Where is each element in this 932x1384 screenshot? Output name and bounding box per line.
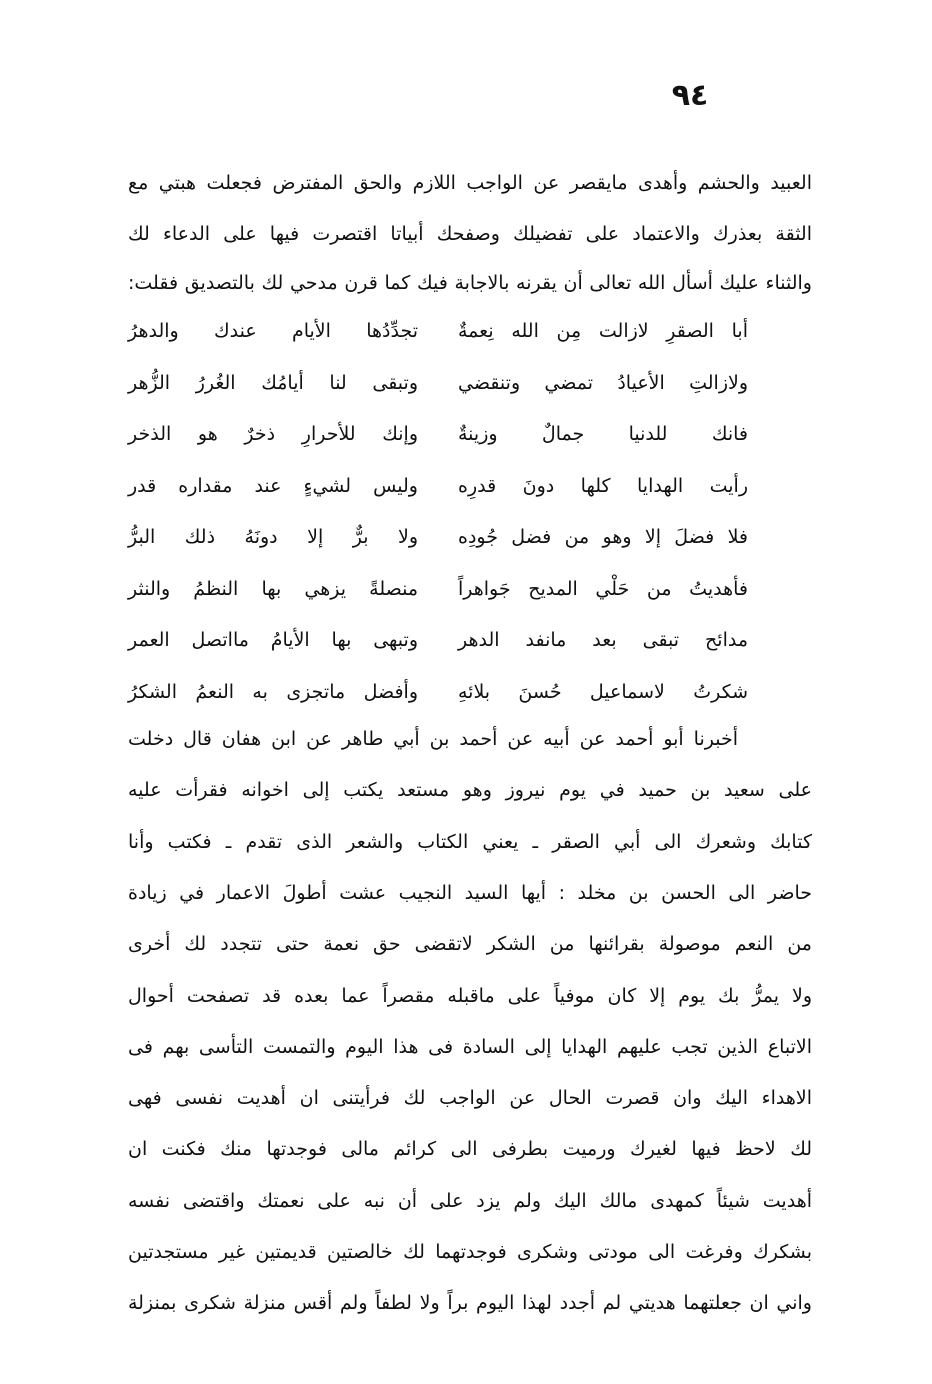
verse bbox=[128, 471, 748, 501]
hemistich-first: أبا الصقرِ لازالت مِن الله نِعمةٌ bbox=[458, 320, 748, 342]
text-line: ولا يمرُّ بك يوم إلا كان موفياً على ماقبله مقصراً عما بعده قد تصفحت أحوال bbox=[128, 984, 812, 1007]
text-line: أخبرنا أبو أحمد عن أبيه عن أحمد بن أبي طاهر عن ابن هفان قال دخلت bbox=[128, 728, 738, 750]
hemistich-first: فانك للدنيا جمالٌ وزينةٌ bbox=[458, 423, 748, 445]
hemistich-first: فلا فضلَ إلا وهو من فضل جُودِه bbox=[458, 526, 748, 548]
hemistich-first: شكرتُ لاسماعيل حُسنَ بلائهِ bbox=[458, 680, 748, 703]
text-line: كتابك وشعرك الى أبي الصقر ـ يعني الكتاب والشعر الذى تقدم ـ فكتب وأنا bbox=[128, 830, 812, 853]
text-line: بشكرك وفرغت الى مودتى وشكرى فوجدتهما لك خالصتين قديمتين غير مستجدتين bbox=[128, 1241, 812, 1263]
hemistich-second: منصلةً يزهي بها النظمُ والنثر bbox=[128, 577, 418, 600]
verse bbox=[128, 522, 748, 552]
hemistich-first: ولازالتِ الأعيادُ تمضي وتنقضي bbox=[458, 371, 748, 394]
text-line: الاهداء اليك وان قصرت الحال عن الواجب لك فرأيتنى ان أهديت نفسى فهى bbox=[128, 1087, 812, 1110]
hemistich-second: وليس لشيءٍ عند مقداره قدر bbox=[128, 474, 418, 497]
text-line: من النعم موصولة بقرائنها من الشكر لاتقضى حق نعمة حتى تتجدد لك أخرى bbox=[128, 933, 812, 956]
hemistich-second: وتبهى بها الأيامُ مااتصل العمر bbox=[128, 629, 418, 651]
verse bbox=[128, 574, 748, 604]
hemistich-second: وأفضل ماتجزى به النعمُ الشكرُ bbox=[128, 680, 418, 703]
hemistich-second: وتبقى لنا أيامُك الغُررُ الزُّهر bbox=[128, 371, 418, 394]
verse bbox=[128, 625, 748, 655]
text-line: حاضر الى الحسن بن مخلد : أيها السيد النجيب عشت أطولَ الاعمار في زيادة bbox=[128, 881, 812, 904]
text-line: الاتباع الذين تجب عليهم الهدايا إلى السادة فى هذا اليوم والتمست التأسى بهم فى bbox=[128, 1035, 812, 1058]
verse bbox=[128, 368, 748, 398]
verse bbox=[128, 419, 748, 449]
hemistich-first: فأهديتُ من حَلْي المديح جَواهراً bbox=[458, 577, 748, 600]
hemistich-second: تجدِّدُها الأيام عندك والدهرُ bbox=[128, 320, 418, 342]
text-line: أهديت شيئاً كمهدى مالك اليك ولم يزد على أن نبه على نعمتك واقتضى نفسه bbox=[128, 1189, 812, 1212]
hemistich-first: مدائح تبقى بعد مانفد الدهر bbox=[458, 629, 748, 651]
hemistich-first: رأيت الهدايا كلها دونَ قدرِه bbox=[458, 474, 748, 497]
text-line: والثناء عليك أسأل الله تعالى أن يقرنه بالاجابة فيك كما قرن مدحي لك بالتصديق فقلت: bbox=[128, 272, 812, 294]
verse bbox=[128, 316, 748, 346]
verse bbox=[128, 677, 748, 707]
text-line: العبيد والحشم وأهدى مايقصر عن الواجب اللازم والحق المفترض فجعلت هبتي مع bbox=[128, 172, 812, 194]
text-line: واني ان جعلتهما هديتي لم أجدد لهذا اليوم براً ولا لطفاً ولم أقس منزلة شكرى بمنزلة bbox=[128, 1292, 812, 1315]
text-line: الثقة بعذرك والاعتماد على تفضيلك وصفحك أبياتا اقتصرت فيها على الدعاء لك bbox=[128, 223, 812, 245]
text-line: على سعيد بن حميد في يوم نيروز وهو مستعد يكتب إلى اخوانه فقرأت عليه bbox=[128, 779, 812, 802]
hemistich-second: وإنك للأحرارِ ذخرٌ هو الذخر bbox=[128, 423, 418, 445]
text-line: لك لاحظ فيها لغيرك ورميت بطرفى الى كرائم مالى فوجدتها منك فكنت ان bbox=[128, 1138, 812, 1161]
hemistich-second: ولا برٌّ إلا دونَهُ ذلك البرُّ bbox=[128, 526, 418, 548]
page-number: ٩٤ bbox=[671, 78, 709, 113]
